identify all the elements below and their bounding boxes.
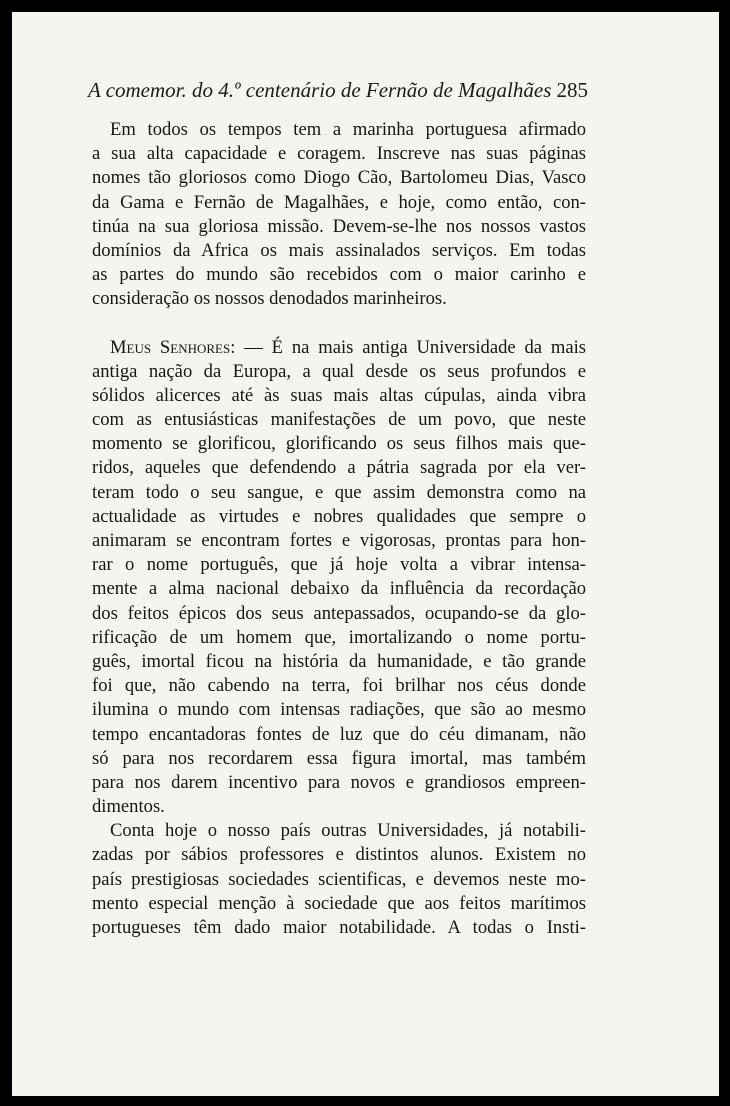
text-line: mento especial menção à sociedade que aos feitos marítimos (92, 892, 586, 914)
text-line: para nos darem incentivo para novos e grandiosos empreen- (92, 771, 586, 793)
text-line: as partes do mundo são recebidos com o maior carinho e (92, 264, 586, 286)
scan-border-left (0, 0, 12, 1106)
salutation: Meus Senhores (110, 336, 231, 358)
paragraph-1 (92, 118, 586, 312)
text-line: domínios da Africa os mais assinalados serviços. Em todas (92, 239, 586, 261)
scan-border-right (719, 0, 730, 1106)
text-line: ridos, aqueles que defendendo a pátria sagrada por ela ver- (92, 457, 586, 479)
paragraph-3 (92, 819, 586, 940)
text-line: rar o nome português, que já hoje volta a vibrar intensa- (92, 554, 586, 576)
text-line: foi que, não cabendo na terra, foi brilhar nos céus donde (92, 675, 586, 697)
text-line: animaram se encontram fortes e vigorosas, prontas para hon- (92, 530, 586, 551)
text-line: dimentos. (92, 796, 165, 818)
text-line: sólidos alicerces até às suas mais altas cúpulas, ainda vibra (92, 384, 586, 406)
text-line: actualidade as virtudes e nobres qualidades que sempre o (92, 505, 586, 527)
text-line: país prestigiosas sociedades scientificas, e devemos neste mo- (92, 868, 586, 890)
text-line: só para nos recordarem essa figura imortal, mas também (92, 747, 586, 769)
text-line: dos feitos épicos dos seus antepassados, ocupando-se da glo- (92, 602, 586, 624)
text-line: Em todos os tempos tem a marinha portuguesa afirmado (110, 119, 586, 140)
running-title: A comemor. do 4.º centenário de Fernão de Magalhães (88, 78, 552, 102)
body-text (92, 118, 586, 940)
text-line: nomes tão gloriosos como Diogo Cão, Bartolomeu Dias, Vasco (92, 167, 586, 189)
text-line (92, 336, 586, 360)
text-line: tinúa na sua gloriosa missão. Devem-se-lhe nos nossos vastos (92, 215, 586, 237)
text-line: antiga nação da Europa, a qual desde os seus profundos e (92, 360, 586, 382)
text-line: mente a alma nacional debaixo da influência da recordação (92, 578, 586, 600)
text-line: consideração os nossos denodados marinheiros. (92, 288, 447, 310)
text-line: guês, imortal ficou na história da humanidade, e tão grande (92, 650, 586, 672)
scan-border-top (0, 0, 730, 12)
text-line: portugueses têm dado maior notabilidade. A todas o Insti- (92, 917, 586, 938)
text-line: teram todo o seu sangue, e que assim demonstra como na (92, 481, 586, 503)
text-line: Conta hoje o nosso país outras Universidades, já notabili- (110, 820, 586, 842)
text-line: momento se glorificou, glorificando os seus filhos mais que- (92, 433, 586, 455)
text-line: rificação de um homem que, imortalizando o nome portu- (92, 626, 586, 648)
first-line-rest: : — É na mais antiga Universidade da mais (230, 336, 586, 358)
page-number: 285 (556, 78, 588, 102)
text-line: com as entusiásticas manifestações de um povo, que neste (92, 409, 586, 431)
paragraph-gap (92, 312, 586, 336)
text-line: ilumina o mundo com intensas radiações, que são ao mesmo (92, 699, 586, 721)
text-line: da Gama e Fernão de Magalhães, e hoje, como então, con- (92, 191, 586, 213)
text-line: a sua alta capacidade e coragem. Inscreve nas suas páginas (92, 143, 586, 165)
text-line: tempo encantadoras fontes de luz que do céu dimanam, não (92, 723, 586, 745)
text-line: zadas por sábios professores e distintos alunos. Existem no (92, 844, 586, 866)
scan-border-bottom (0, 1096, 730, 1106)
page-header (88, 78, 588, 108)
paragraph-2 (92, 336, 586, 820)
